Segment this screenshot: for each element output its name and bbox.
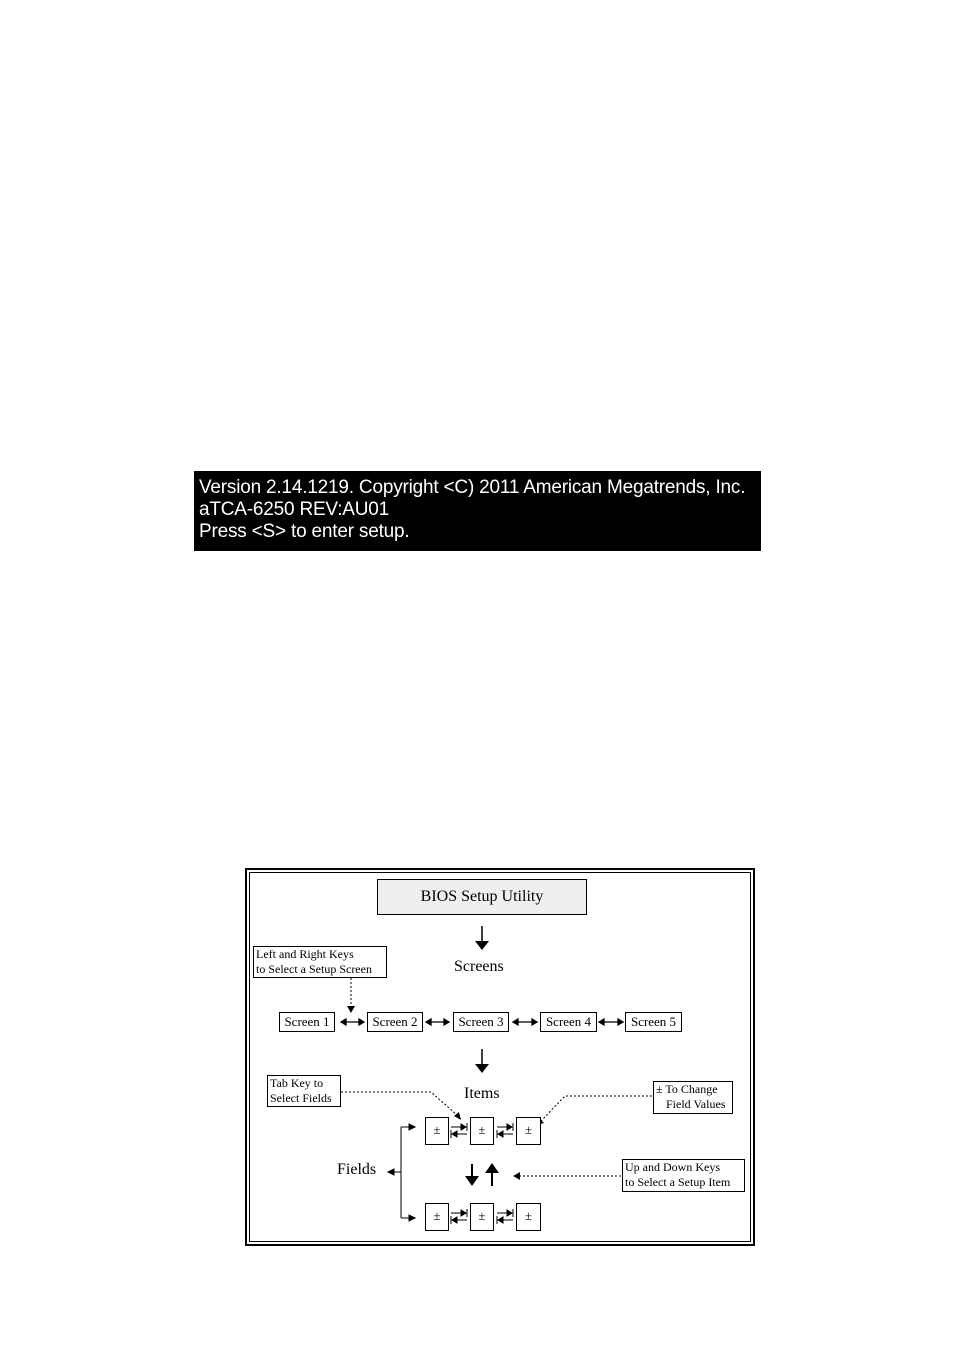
field-box-row2-1: ± (425, 1203, 449, 1231)
post-board-line: aTCA-6250 REV:AU01 (199, 499, 390, 520)
post-setup-prompt: Press <S> to enter setup. (199, 521, 410, 542)
screen-4-box: Screen 4 (540, 1012, 597, 1032)
fields-bracket (388, 1124, 415, 1221)
field-box-row2-2: ± (470, 1203, 494, 1231)
tab-key-note (267, 1075, 341, 1107)
left-right-keys-note-line2: to Select a Setup Screen (256, 962, 372, 976)
up-down-keys-note-line1: Up and Down Keys (625, 1160, 720, 1174)
tab-key-note-line1: Tab Key to (270, 1076, 324, 1090)
up-down-note-connector (513, 1172, 621, 1180)
screen-1-box: Screen 1 (279, 1012, 335, 1032)
field-box-row1-3: ± (516, 1117, 541, 1145)
screens-label: Screens (454, 958, 504, 975)
change-note-connector (537, 1096, 652, 1125)
up-down-keys-note-line2: to Select a Setup Item (625, 1175, 731, 1189)
field-box-row1-1: ± (425, 1117, 449, 1145)
screen-5-box: Screen 5 (625, 1012, 682, 1032)
change-field-values-note (653, 1081, 733, 1114)
up-down-keys-note (622, 1159, 745, 1192)
field-box-row2-3: ± (516, 1203, 541, 1231)
change-field-values-note-line1: ± To Change (656, 1082, 718, 1096)
left-right-keys-note-line1: Left and Right Keys (256, 947, 354, 961)
change-field-values-note-line2: Field Values (666, 1097, 726, 1111)
fields-label: Fields (337, 1161, 377, 1178)
post-version-line: Version 2.14.1219. Copyright <C) 2011 American Megatrends, Inc. (199, 477, 746, 498)
field-box-row1-2: ± (470, 1117, 494, 1145)
bios-post-screen (194, 471, 761, 551)
bios-navigation-diagram (245, 868, 755, 1246)
tab-note-connector (341, 1092, 461, 1120)
screen-2-box: Screen 2 (367, 1012, 423, 1032)
left-right-note-connector (347, 978, 355, 1013)
left-right-keys-note (253, 946, 387, 978)
up-down-arrows (465, 1163, 499, 1186)
bios-setup-utility-title: BIOS Setup Utility (377, 879, 587, 915)
tab-key-note-line2: Select Fields (270, 1091, 332, 1105)
down-arrow-to-items (475, 1049, 489, 1073)
down-arrow-to-screens (475, 926, 489, 950)
screen-3-box: Screen 3 (453, 1012, 509, 1032)
items-label: Items (464, 1085, 500, 1102)
